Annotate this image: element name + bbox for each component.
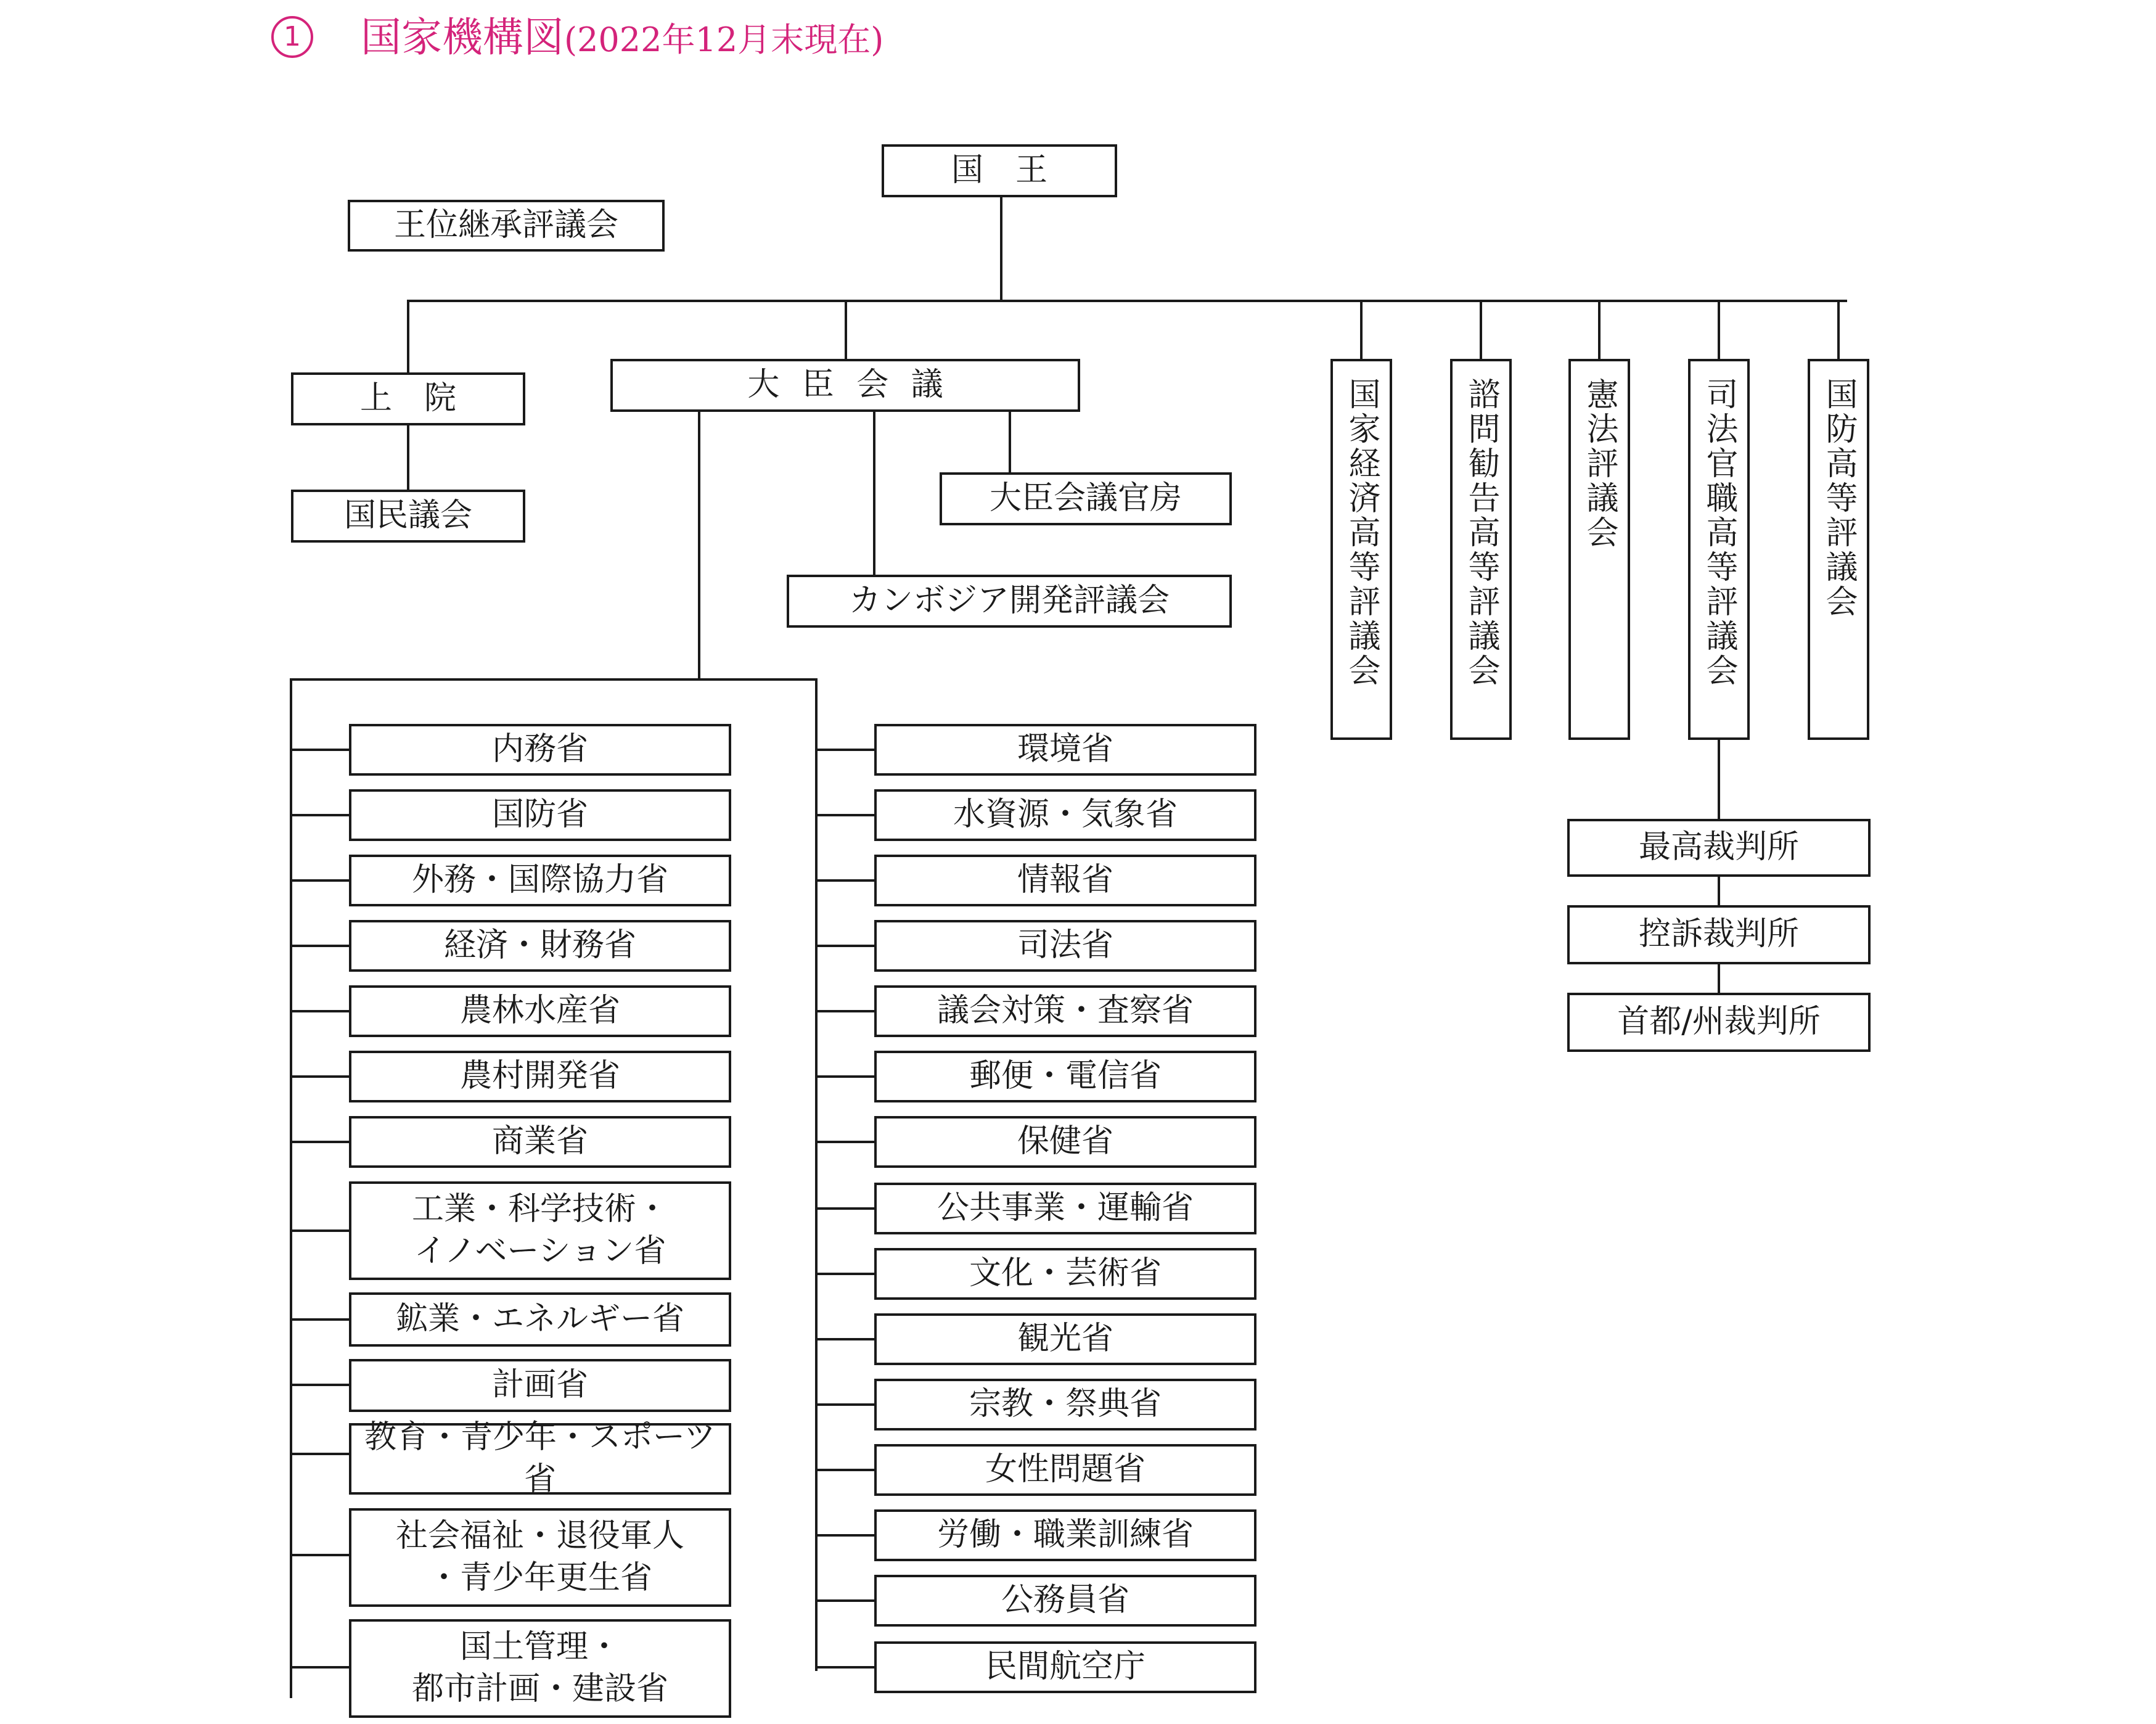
ministry-box: 公共事業・運輸省: [874, 1183, 1256, 1234]
branch-stub: [290, 1554, 349, 1556]
ministry-box: 宗教・祭典省: [874, 1379, 1256, 1431]
high-council-box: [1808, 359, 1869, 740]
branch-stub: [290, 1010, 349, 1012]
branch-stub: [290, 814, 349, 816]
council-secretariat-box: 大臣会議官房: [940, 472, 1232, 525]
ministry-box: 農村開発省: [349, 1051, 731, 1102]
king-box: 国 王: [882, 144, 1117, 197]
branch-stub: [290, 1141, 349, 1143]
national-assembly-box: 国民議会: [291, 490, 525, 543]
ministry-box: 農林水産省: [349, 985, 731, 1037]
branch-stub: [815, 1403, 874, 1406]
ministry-box: 公務員省: [874, 1575, 1256, 1627]
development-council-box: カンボジア開発評議会: [787, 575, 1232, 628]
branch-stub: [290, 1075, 349, 1078]
ministry-box: 社会福祉・退役軍人 ・青少年更生省: [349, 1508, 731, 1607]
ministry-box: 計画省: [349, 1359, 731, 1412]
title-date: (2022年12月末現在): [564, 20, 884, 59]
ministry-box: 商業省: [349, 1116, 731, 1168]
succession-council-box: 王位継承評議会: [348, 200, 665, 252]
connector-line: [290, 678, 292, 1698]
ministry-box: 観光省: [874, 1313, 1256, 1365]
branch-stub: [290, 1666, 349, 1669]
high-council-label: 諮問勧告高等評議会: [1462, 377, 1499, 688]
ministry-box: 内務省: [349, 724, 731, 776]
branch-stub: [815, 1338, 874, 1340]
branch-stub: [815, 1666, 874, 1669]
branch-stub: [290, 945, 349, 947]
connector-line: [1598, 300, 1601, 361]
council-of-ministers-box: 大臣会議: [610, 359, 1080, 412]
connector-line: [1000, 183, 1002, 302]
high-council-box: [1568, 359, 1630, 740]
connector-line: [845, 300, 847, 361]
connector-line: [1480, 300, 1482, 361]
high-council-box: [1450, 359, 1512, 740]
senate-box: 上 院: [291, 372, 525, 425]
branch-stub: [815, 879, 874, 882]
section-number: 1: [271, 16, 313, 58]
connector-line: [1718, 737, 1720, 821]
ministry-box: 水資源・気象省: [874, 789, 1256, 841]
ministry-box: 労働・職業訓練省: [874, 1509, 1256, 1561]
ministry-box: 議会対策・査察省: [874, 985, 1256, 1037]
page-title: [361, 10, 883, 65]
ministry-box: 工業・科学技術・ イノベーション省: [349, 1181, 731, 1280]
court-box: 控訴裁判所: [1567, 905, 1871, 964]
connector-line: [407, 424, 409, 490]
connector-line: [1718, 300, 1720, 361]
connector-line: [407, 300, 409, 377]
connector-line: [1360, 300, 1363, 361]
ministry-box: 国土管理・ 都市計画・建設省: [349, 1619, 731, 1718]
branch-stub: [290, 1453, 349, 1455]
connector-line: [698, 411, 700, 679]
branch-stub: [815, 1207, 874, 1210]
ministry-box: 文化・芸術省: [874, 1248, 1256, 1300]
branch-stub: [815, 1599, 874, 1602]
branch-stub: [815, 1273, 874, 1275]
branch-stub: [815, 1469, 874, 1471]
branch-stub: [290, 1318, 349, 1321]
ministry-box: 保健省: [874, 1116, 1256, 1168]
high-council-box: [1688, 359, 1750, 740]
ministry-box: 情報省: [874, 855, 1256, 906]
branch-stub: [290, 1229, 349, 1232]
ministry-box: 鉱業・エネルギー省: [349, 1292, 731, 1347]
connector-line: [1718, 962, 1720, 994]
connector-line: [1009, 411, 1011, 475]
court-box: 最高裁判所: [1567, 819, 1871, 877]
branch-stub: [815, 1010, 874, 1012]
ministry-box: 民間航空庁: [874, 1641, 1256, 1693]
high-council-label: 国家経済高等評議会: [1343, 377, 1380, 688]
connector-line: [815, 678, 818, 1671]
court-box: 首都/州裁判所: [1567, 993, 1871, 1052]
branch-stub: [815, 1534, 874, 1537]
ministry-box: 女性問題省: [874, 1444, 1256, 1496]
high-council-label: 司法官職高等評議会: [1700, 377, 1737, 688]
branch-stub: [290, 879, 349, 882]
ministry-box: 教育・青少年・スポーツ省: [349, 1423, 731, 1495]
connector-line: [1718, 874, 1720, 908]
high-council-label: 憲法評議会: [1581, 377, 1618, 550]
branch-stub: [815, 1075, 874, 1078]
ministry-box: 郵便・電信省: [874, 1051, 1256, 1102]
ministry-box: 国防省: [349, 789, 731, 841]
title-main: 国家機構図: [361, 14, 564, 61]
connector-line: [290, 678, 818, 681]
branch-stub: [815, 749, 874, 751]
high-council-label: 国防高等評議会: [1820, 377, 1857, 619]
branch-stub: [290, 749, 349, 751]
ministry-box: 経済・財務省: [349, 920, 731, 972]
high-council-box: [1330, 359, 1392, 740]
branch-stub: [815, 814, 874, 816]
ministry-box: 外務・国際協力省: [349, 855, 731, 906]
ministry-box: 司法省: [874, 920, 1256, 972]
connector-line: [873, 411, 875, 575]
connector-line: [407, 300, 1847, 302]
branch-stub: [815, 1141, 874, 1143]
ministry-box: 環境省: [874, 724, 1256, 776]
branch-stub: [290, 1384, 349, 1386]
connector-line: [1837, 300, 1840, 361]
branch-stub: [815, 945, 874, 947]
